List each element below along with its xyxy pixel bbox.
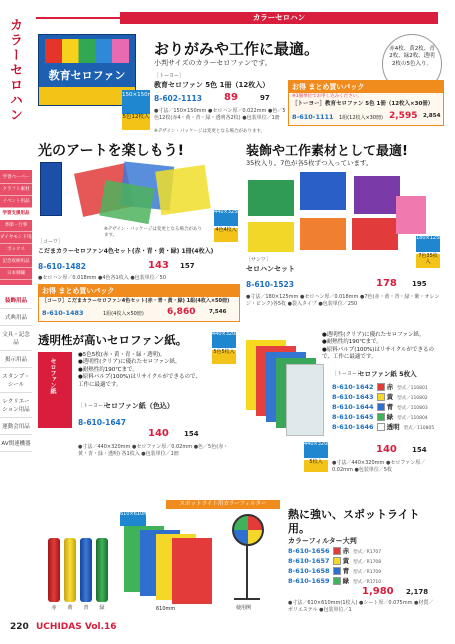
side-menu-item[interactable]: 学習支援用品 (0, 208, 32, 220)
section5-brand: ［トーヨー］ (332, 371, 363, 377)
section2-size-badge (214, 209, 248, 226)
section-kyoiku-cellophane (38, 28, 442, 138)
section1-sub: 小判サイズのカラーセロファンです。 (154, 59, 272, 67)
section2-brand: ［コーワ］ (38, 239, 64, 245)
bulk-price2: 2,854 (423, 113, 441, 119)
side-menu-item[interactable]: 文具・記念品 (0, 326, 32, 351)
section-color-filter (38, 500, 442, 618)
side-menu-item[interactable]: 運動会用品 (0, 418, 32, 435)
side-menu-plain (0, 292, 32, 452)
item-code: 8-610-1657 (288, 557, 330, 565)
item-model: 型式／110802 (397, 396, 428, 401)
section4-price: 140 (148, 428, 169, 439)
section4-package-label: セロファン紙 (49, 358, 56, 394)
item-model: 型式／110801 (397, 386, 428, 391)
section6-banner: スポットライト用カラーフィルター (166, 500, 280, 509)
side-menu-item[interactable]: 式典用品 (0, 309, 32, 326)
section6-size-badge (120, 511, 154, 526)
section4-count-badge (212, 350, 236, 364)
section3-size-text: 180×125mm (416, 235, 450, 241)
stand-label: 使用例 (236, 605, 252, 611)
item-row (332, 422, 442, 432)
section1-note: ※デザイン・パッケージは変更となる場合があります。 (154, 129, 266, 134)
side-menu-item[interactable]: レクリエーション用品 (0, 393, 32, 418)
item-code: 8-610-1642 (332, 383, 374, 391)
section6-items (288, 546, 438, 586)
color-swatch-icon (333, 557, 341, 565)
item-model: 型式／110805 (403, 426, 435, 431)
side-menu-red (0, 172, 36, 280)
section4-brand: ［トーヨー］ (78, 403, 109, 409)
section5-features (322, 332, 442, 362)
color-swatch-icon (333, 547, 341, 555)
bulk2-code: 8-610-1483 (42, 309, 84, 317)
item-color: 緑 (386, 413, 394, 421)
item-model: 型式／R1708 (353, 560, 382, 565)
section2-code: 8-610-1482 (38, 262, 86, 271)
bulk2-price2: 7,546 (209, 309, 227, 315)
section3-product: セロハンセット (246, 265, 295, 273)
section5-count-text: 5枚入 (309, 459, 323, 465)
size-badge-text: 150×150mm (122, 92, 159, 98)
header-line (36, 17, 120, 19)
section6-price: 1,980 (362, 586, 394, 597)
bulk-price: 2,595 (389, 111, 418, 121)
bulk2-qty: 1組(4枚入×50冊) (103, 311, 144, 317)
item-color: 青 (342, 567, 350, 575)
section1-headline: おりがみや工作に最適。 (154, 40, 320, 58)
section6-size-text: 610×610mm (120, 511, 154, 517)
section6-price2: 2,178 (406, 588, 429, 596)
section-sanwa-set (246, 140, 450, 330)
package-bottom-strip (39, 87, 135, 105)
item-color: 透明 (386, 423, 400, 431)
section4-code: 8-610-1647 (78, 418, 126, 427)
item-color: 緑 (342, 577, 350, 585)
side-menu-item[interactable]: ダイヤモンド用品 (0, 232, 32, 244)
section3-count-text: 7色35枚入 (418, 253, 438, 265)
section-kodama-set (38, 140, 248, 330)
section3-headline: 装飾や工作素材として最適! (246, 144, 408, 159)
item-row (332, 392, 442, 402)
item-model: 型式／R1710 (353, 580, 382, 585)
section5-spec: ●寸法／440×320mm ●セロファン厚／0.02mm ●包装単位／5枚 (332, 460, 426, 473)
section5-product: セロファン紙 5枚入 (358, 370, 417, 378)
roll-label: 青 (83, 605, 89, 611)
sheet-5-clear (286, 364, 324, 436)
sheet-3-pink (396, 196, 426, 234)
item-color: 黄 (342, 557, 350, 565)
feature-line: ●原料パルプ(100%)はリサイクルができるので、工作に最適です。 (322, 346, 435, 361)
section6-product: カラーフィルター大判 (288, 537, 357, 545)
package-label: 教育セロファン (48, 69, 126, 82)
roll-green (96, 538, 108, 602)
feature-line: ●透明性(クリア)に優れたセロファン紙。 (322, 332, 425, 338)
color-swatch-icon (333, 567, 341, 575)
item-code: 8-610-1658 (288, 567, 330, 575)
side-menu-item[interactable]: 掲示用品 (0, 351, 32, 368)
item-row (332, 402, 442, 412)
bulk2-product: ［コーワ］こだまカラーセロファン4色セット(赤・青・黄・緑) 1組(4枚入×50冊) (42, 298, 230, 304)
side-bar (0, 0, 36, 644)
item-color: 黄 (386, 393, 394, 401)
section3-price2: 195 (412, 280, 427, 288)
bulk-note: ※1個単位でお申し込みください。 (292, 94, 362, 99)
bulk2-price: 6,860 (167, 307, 196, 317)
item-row (288, 556, 438, 566)
section3-sub: 35枚入り。7色が各5枚ずつ入っています。 (246, 159, 373, 167)
item-color: 赤 (342, 547, 350, 555)
section5-count-badge (304, 460, 328, 472)
sheet-3-blue (300, 172, 346, 210)
section1-brand: ［トーヨー］ (154, 73, 185, 79)
bulk-code: 8-610-1111 (292, 113, 334, 121)
category-header: カラーセロハン (120, 12, 438, 24)
section2-bulk-pack (38, 284, 240, 322)
section1-bulk-pack (288, 80, 444, 126)
section2-spec: ●セロハン厚／0.018mm ●4色各1枚入 ●包装単位／50 (38, 275, 167, 281)
count-badge (122, 114, 150, 130)
section2-product: こだまカラーセロファン4色セット(赤・青・黄・緑) 1冊(4枚入) (38, 248, 214, 255)
item-row (288, 566, 438, 576)
side-menu-item[interactable]: イベント用品 (0, 196, 32, 208)
section2-price2: 157 (180, 262, 195, 270)
section4-count-text: 5色5枚入 (213, 349, 235, 355)
item-color: 青 (386, 403, 394, 411)
section3-code: 8-610-1523 (246, 280, 294, 289)
side-menu-item[interactable]: クラフト素材 (0, 184, 32, 196)
page-number: 220 (10, 622, 29, 632)
roll-label: 赤 (51, 605, 57, 611)
section4-price2: 154 (184, 430, 199, 438)
color-swatch-icon (333, 577, 341, 585)
section2-size-text: 440×325mm (214, 209, 248, 215)
spotlight-legs (234, 598, 260, 600)
color-swatch-icon (377, 393, 385, 401)
section5-price2: 154 (412, 446, 427, 454)
section5-price: 140 (376, 444, 397, 455)
item-code: 8-610-1644 (332, 403, 374, 411)
bulk-head: お得 まとめ買いパック (289, 81, 443, 93)
section3-price: 178 (376, 278, 397, 289)
section-cellophane-paper-single (246, 330, 442, 500)
section1-price2: 97 (260, 94, 270, 102)
sheet-3-yellow (248, 222, 294, 252)
item-code: 8-610-1643 (332, 393, 374, 401)
section1-product: 教育セロファン 5色 1冊（12枚入） (154, 81, 270, 89)
section4-product: セロファン紙（色込） (104, 402, 174, 410)
section5-items (332, 382, 442, 432)
side-menu-item[interactable]: 記念収納用品 (0, 256, 32, 268)
item-row (288, 546, 438, 556)
item-row (332, 382, 442, 392)
roll-red (48, 538, 60, 602)
side-menu-item[interactable]: AV関連機器 (0, 435, 32, 452)
feature-line: ●耐熱性約190℃まで。 (322, 339, 382, 346)
section2-count-text: 4色4枚入 (215, 227, 237, 233)
sheet-3-green (248, 180, 294, 216)
side-menu-item[interactable]: 学習ペーパー (0, 172, 32, 184)
item-row (288, 576, 438, 586)
section1-spec: ●寸法／150×150mm ●セロハン厚／0.022mm ●色／5色12枚(赤4・黄・青・緑・透明各2枚) ●包装単位／1冊 (154, 108, 286, 121)
side-title: カラーセロハン (7, 18, 22, 123)
sheet-yellow (155, 165, 211, 216)
section4-size-badge (212, 331, 246, 348)
package-origami-art (45, 39, 129, 63)
section6-width-label: 610mm (156, 606, 176, 612)
item-code: 8-610-1645 (332, 413, 374, 421)
item-model: 型式／110804 (397, 416, 428, 421)
section3-count-badge (416, 254, 440, 268)
spotlight-stand (228, 514, 276, 612)
section1-code: 8-602-1113 (154, 94, 202, 103)
color-swatch-icon (377, 403, 385, 411)
side-menu-item[interactable]: スタンプ・シール (0, 368, 32, 393)
spotlight-pole (246, 544, 248, 600)
item-model: 型式／R1709 (353, 570, 382, 575)
color-swatch-icon (377, 383, 385, 391)
filter-sheet-red (172, 538, 212, 604)
section4-size-text: 440×320mm (212, 331, 246, 337)
color-swatch-icon (377, 413, 385, 421)
side-menu-item[interactable]: 日本刺繍 (0, 268, 32, 280)
item-color: 赤 (386, 383, 394, 391)
size-badge (122, 90, 159, 114)
section4-spec: ●寸法／440×320mm ●セロファン厚／0.02mm ●色／5色(赤・黄・青・緑・透明) 各1枚入 ●包装単位／1冊 (78, 444, 229, 457)
section2-count-badge (214, 228, 238, 242)
side-menu-item[interactable]: 装飾用品 (0, 292, 32, 309)
feature-line: ●5色5枚(赤・黄・青・緑・透明)。 (78, 352, 166, 358)
item-code: 8-610-1659 (288, 577, 330, 585)
item-model: 型式／R1707 (353, 550, 382, 555)
feature-line: ●原料パルプ(100%)はリサイクルができるので、工作に最適です。 (78, 374, 201, 388)
section3-spec: ●寸法／180×125mm ●セロハン厚／0.018mm ●7色(赤・黄・青・緑・紫・オレンジ・ピンク)各5枚 ●袋入タイプ ●包装単位／250 (246, 294, 440, 307)
item-model: 型式／110803 (397, 406, 428, 411)
feature-line: ●透明性(クリア)に優れたセロファン紙。 (78, 359, 181, 366)
bulk2-head: お得 まとめ買いパック (39, 285, 239, 297)
side-menu-item[interactable]: 季節・行事 (0, 220, 32, 232)
spotlight-wheel (232, 514, 264, 546)
colors-note-text: 赤4枚、黄2枚、青2枚、緑2枚、透明2枚の5色入り。 (389, 46, 435, 67)
section3-brand: ［サンワ］ (246, 257, 271, 263)
color-swatch-icon (377, 423, 385, 431)
item-row (332, 412, 442, 422)
section5-size-badge (304, 441, 338, 458)
catalog-brand: UCHIDAS Vol.16 (36, 622, 117, 632)
section3-size-badge (416, 235, 450, 252)
feature-line: ●耐熱性約190℃まで。 (78, 366, 138, 373)
roll-yellow (64, 538, 76, 602)
bulk-product: ［トーヨー］教育セロファン 5色 1冊（12枚入×30冊） (292, 101, 434, 107)
sheet-3-red (352, 218, 398, 250)
section4-package (38, 352, 72, 428)
side-menu-item[interactable]: ボックス (0, 244, 32, 256)
roll-blue (80, 538, 92, 602)
sheet-3-purple (354, 176, 400, 214)
section5-size-text: 440×320mm (304, 441, 338, 447)
bulk-qty: 1組(12枚入×30冊) (339, 115, 383, 121)
section4-features (78, 352, 206, 389)
section6-headline: 熱に強い、スポットライト用。 (288, 508, 420, 535)
section1-price: 89 (224, 92, 238, 103)
section2-price: 143 (148, 260, 169, 271)
item-code: 8-610-1656 (288, 547, 330, 555)
roll-label: 黄 (67, 605, 73, 611)
section2-headline: 光のアートを楽しもう! (38, 143, 184, 159)
section2-note: ※デザイン・パッケージは変更となる場合があります。 (104, 227, 202, 238)
section-cellophane-paper-mixed (38, 330, 246, 490)
roll-labels (46, 604, 112, 611)
sheet-3-orange (300, 218, 346, 250)
count-badge-text: 5色12枚入 (122, 114, 150, 120)
kodama-package-image (40, 162, 62, 216)
section4-headline: 透明性が高いセロファン紙。 (38, 333, 188, 347)
sheet-green (99, 180, 154, 224)
section6-spec: ●寸法／610×610mm(1枚入) ●シート厚／0.075mm ●材質／ポリエステル ●包装単位／1 (288, 600, 434, 613)
item-code: 8-610-1646 (332, 423, 374, 431)
roll-label: 緑 (99, 605, 105, 611)
